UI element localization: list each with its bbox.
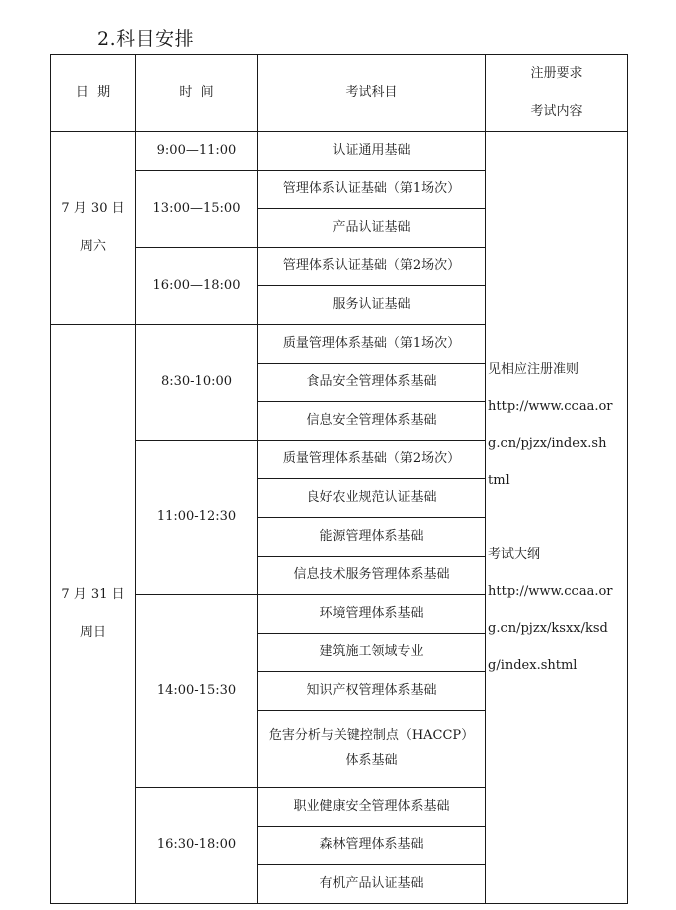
subject-cell: 产品认证基础 bbox=[258, 209, 486, 248]
header-note-line2: 考试内容 bbox=[530, 104, 583, 119]
subject-cell: 能源管理体系基础 bbox=[258, 517, 486, 556]
note-syllabus-text: 考试大纲 bbox=[488, 546, 541, 562]
subject-cell: 信息安全管理体系基础 bbox=[258, 402, 486, 441]
date-cell bbox=[51, 132, 136, 325]
subject-cell: 信息技术服务管理体系基础 bbox=[258, 556, 486, 595]
subject-cell: 环境管理体系基础 bbox=[258, 595, 486, 634]
header-note-line1: 注册要求 bbox=[530, 66, 583, 81]
subject-cell: 管理体系认证基础（第2场次） bbox=[258, 247, 486, 286]
date-cell bbox=[51, 324, 136, 903]
subject-cell: 职业健康安全管理体系基础 bbox=[258, 788, 486, 827]
subject-cell: 建筑施工领域专业 bbox=[258, 633, 486, 672]
note-url2-line3: g/index.shtml bbox=[488, 657, 578, 673]
subject-cell: 有机产品认证基础 bbox=[258, 865, 486, 904]
date-text: 7 月 31 日 bbox=[61, 586, 125, 602]
time-cell: 14:00-15:30 bbox=[136, 595, 258, 788]
time-cell: 16:00—18:00 bbox=[136, 247, 258, 324]
note-registration-text: 见相应注册准则 bbox=[488, 361, 580, 377]
weekday-text: 周六 bbox=[79, 238, 106, 254]
subject-cell: 知识产权管理体系基础 bbox=[258, 672, 486, 711]
note-url1-line1: http://www.ccaa.or bbox=[488, 398, 613, 414]
subject-cell: 森林管理体系基础 bbox=[258, 826, 486, 865]
note-url1-line2: g.cn/pjzx/index.sh bbox=[488, 435, 607, 451]
header-date: 日 期 bbox=[51, 55, 136, 132]
note-cell bbox=[486, 132, 628, 904]
header-row bbox=[51, 55, 628, 132]
header-subject: 考试科目 bbox=[258, 55, 486, 132]
subject-cell: 服务认证基础 bbox=[258, 286, 486, 325]
subject-cell: 食品安全管理体系基础 bbox=[258, 363, 486, 402]
subject-cell bbox=[258, 710, 486, 787]
section-heading: 2.科目安排 bbox=[97, 28, 195, 50]
time-cell: 16:30-18:00 bbox=[136, 788, 258, 904]
note-url1-line3: tml bbox=[488, 472, 510, 488]
schedule-table bbox=[50, 54, 628, 904]
subject-cell: 质量管理体系基础（第1场次） bbox=[258, 324, 486, 363]
time-cell: 13:00—15:00 bbox=[136, 170, 258, 247]
note-url2-line1: http://www.ccaa.or bbox=[488, 583, 613, 599]
note-url2-line2: g.cn/pjzx/ksxx/ksd bbox=[488, 620, 608, 636]
weekday-text: 周日 bbox=[79, 624, 106, 640]
header-note bbox=[486, 55, 628, 132]
time-cell: 8:30-10:00 bbox=[136, 324, 258, 440]
subject-cell: 质量管理体系基础（第2场次） bbox=[258, 440, 486, 479]
time-cell: 11:00-12:30 bbox=[136, 440, 258, 594]
date-text: 7 月 30 日 bbox=[61, 200, 125, 216]
subject-cell: 良好农业规范认证基础 bbox=[258, 479, 486, 518]
time-cell: 9:00—11:00 bbox=[136, 132, 258, 171]
header-time: 时 间 bbox=[136, 55, 258, 132]
table-row bbox=[51, 132, 628, 171]
subject-cell: 管理体系认证基础（第1场次） bbox=[258, 170, 486, 209]
subject-cell: 认证通用基础 bbox=[258, 132, 486, 171]
haccp-subject-text: 危害分析与关键控制点（HACCP）体系基础 bbox=[268, 728, 475, 768]
